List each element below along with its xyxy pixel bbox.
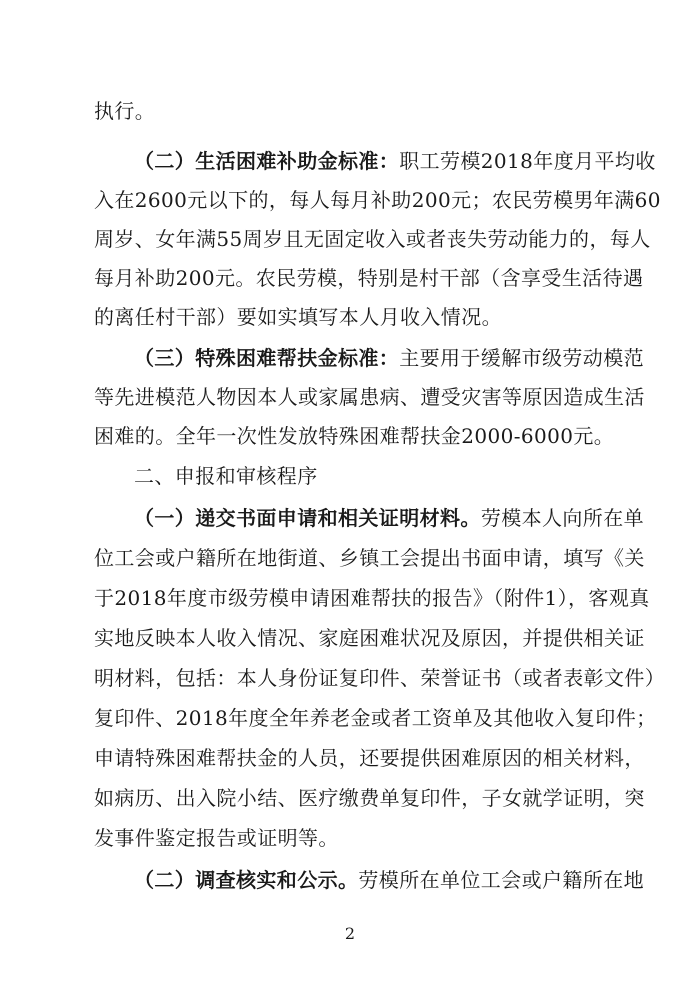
line-text: 实地反映本人收入情况、家庭困难状况及原因，并提供相关证: [94, 626, 645, 650]
line-text: 如病历、出入院小结、医疗缴费单复印件，子女就学证明，突: [94, 786, 645, 810]
section-heading-line: [134, 148, 656, 174]
section-heading-line: [134, 345, 645, 371]
paragraph-line: [94, 98, 614, 124]
paragraph-line: [94, 785, 645, 811]
line-text: 劳模本人向所在单: [480, 506, 645, 530]
paragraph-line: [94, 665, 666, 691]
paragraph-line: [94, 705, 657, 731]
paragraph-line: [94, 625, 645, 651]
line-text: 困难的。全年一次性发放特殊困难帮扶金2000-6000元。: [94, 424, 615, 448]
chapter-heading: 二、申报和审核程序: [134, 464, 318, 488]
line-text: 职工劳模2018年度月平均收: [399, 149, 656, 173]
chapter-heading-line: [134, 463, 614, 489]
paragraph-line: [94, 745, 645, 771]
line-text: 执行。: [94, 99, 156, 123]
paragraph-line: [94, 187, 661, 213]
paragraph-line: [94, 585, 650, 611]
line-text: 明材料，包括：本人身份证复印件、荣誉证书（或者表彰文件）: [94, 666, 666, 690]
section-heading: （二）调查核实和公示。: [134, 868, 359, 892]
line-text: 主要用于缓解市级劳动模范: [399, 346, 645, 370]
paragraph-line: [94, 423, 614, 449]
line-text: 的离任村干部）要如实填写本人月收入情况。: [94, 305, 502, 329]
paragraph-line: [94, 825, 614, 851]
line-text: 发事件鉴定报告或证明等。: [94, 826, 339, 850]
paragraph-line: [94, 265, 644, 291]
section-heading-line: [134, 505, 645, 531]
line-text: 入在2600元以下的，每人每月补助200元；农民劳模男年满60: [94, 188, 661, 212]
page-number: 2: [344, 924, 356, 943]
line-text: 每月补助200元。农民劳模，特别是村干部（含享受生活待遇: [94, 266, 644, 290]
section-heading: （三）特殊困难帮扶金标准：: [134, 346, 400, 370]
section-heading: （一）递交书面申请和相关证明材料。: [134, 506, 481, 530]
line-text: 位工会或户籍所在地街道、乡镇工会提出书面申请，填写《关: [94, 546, 645, 570]
line-text: 劳模所在单位工会或户籍所在地: [358, 868, 645, 892]
line-text: 等先进模范人物因本人或家属患病、遭受灾害等原因造成生活: [94, 385, 645, 409]
section-heading-line: [134, 867, 645, 893]
line-text: 复印件、2018年度全年养老金或者工资单及其他收入复印件；: [94, 706, 657, 730]
paragraph-line: [94, 384, 645, 410]
paragraph-line: [94, 545, 645, 571]
line-text: 申请特殊困难帮扶金的人员，还要提供困难原因的相关材料，: [94, 746, 645, 770]
paragraph-line: [94, 304, 614, 330]
line-text: 于2018年度市级劳模申请困难帮扶的报告》（附件1），客观真: [94, 586, 650, 610]
section-heading: （二）生活困难补助金标准：: [134, 149, 400, 173]
line-text: 周岁、女年满55周岁且无固定收入或者丧失劳动能力的，每人: [94, 227, 651, 251]
paragraph-line: [94, 226, 651, 252]
